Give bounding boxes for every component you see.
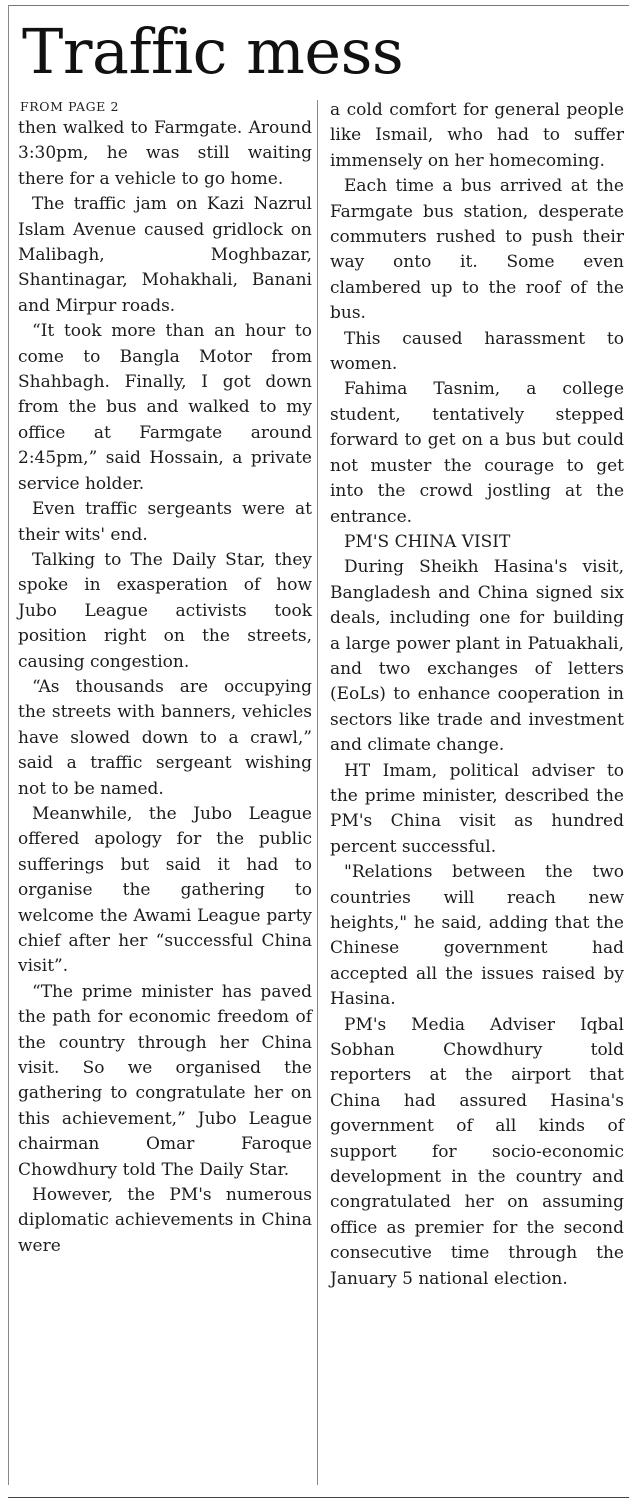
paragraph: Meanwhile, the Jubo League offered apology for the public sufferings but said it had to organise the gathering to welcome the Awami League party chief after her “successful China visit”. (18, 803, 312, 977)
left-rule (8, 5, 9, 1485)
paragraph: Each time a bus arrived at the Farmgate bus station, desperate commuters rushed to push their way onto it. Some even clambered up to the roof of the bus. (330, 176, 624, 324)
paragraph: "Relations between the two countries will reach new heights," he said, adding that the Chinese government had accepted all the issues raised by Hasina. (330, 862, 624, 1010)
article-column-right (330, 98, 624, 1292)
paragraph: HT Imam, political adviser to the prime minister, described the PM's China visit as hundred percent successful. (330, 760, 624, 857)
headline: Traffic mess (22, 15, 404, 88)
top-rule (8, 5, 629, 6)
paragraph: PM's Media Adviser Iqbal Sobhan Chowdhury told reporters at the airport that China had assured Hasina's government of all kinds of support for socio-economic development in the country and congratulated her on assuming office as premier for the second consecutive time through the January 5 national election. (330, 1014, 624, 1289)
paragraph: Even traffic sergeants were at their wits' end. (18, 499, 312, 545)
paragraph: a cold comfort for general people like Ismail, who had to suffer immensely on her homecoming. (330, 100, 624, 171)
bottom-rule (8, 1497, 629, 1498)
paragraph: This caused harassment to women. (330, 328, 624, 375)
section-subhead: PM'S CHINA VISIT (344, 531, 511, 552)
paragraph: During Sheikh Hasina's visit, Bangladesh and China signed six deals, including one for building a large power plant in Patuakhali, and two exchanges of letters (EoLs) to enhance cooperation in sectors like trade and investment and climate change. (330, 557, 624, 756)
paragraph: Talking to The Daily Star, they spoke in exasperation of how Jubo League activists took position right on the streets, causing congestion. (18, 549, 312, 672)
paragraph: Fahima Tasnim, a college student, tentatively stepped forward to get on a bus but could not muster the courage to get into the crowd jostling at the entrance. (330, 379, 624, 527)
paragraph: However, the PM's numerous diplomatic achievements in China were (18, 1185, 312, 1256)
continued-from-label: FROM PAGE 2 (20, 99, 120, 114)
paragraph: “It took more than an hour to come to Bangla Motor from Shahbagh. Finally, I got down from the bus and walked to my office at Farmgate around 2:45pm,” said Hossain, a private service holder. (18, 321, 312, 494)
paragraph: “As thousands are occupying the streets with banners, vehicles have slowed down to a crawl,” said a traffic sergeant wishing not to be named. (18, 676, 312, 799)
article-column-left (18, 98, 312, 1259)
paragraph: then walked to Farmgate. Around 3:30pm, he was still waiting there for a vehicle to go home. (18, 118, 312, 189)
column-divider (317, 100, 318, 1485)
paragraph: The traffic jam on Kazi Nazrul Islam Avenue caused gridlock on Malibagh, Moghbazar, Shantinagar, Mohakhali, Banani and Mirpur roads. (18, 194, 312, 316)
paragraph: “The prime minister has paved the path for economic freedom of the country through her China visit. So we organised the gathering to congratulate her on this achievement,” Jubo League chairman Omar Faroque Chowdhury told The Daily Star. (18, 981, 312, 1180)
